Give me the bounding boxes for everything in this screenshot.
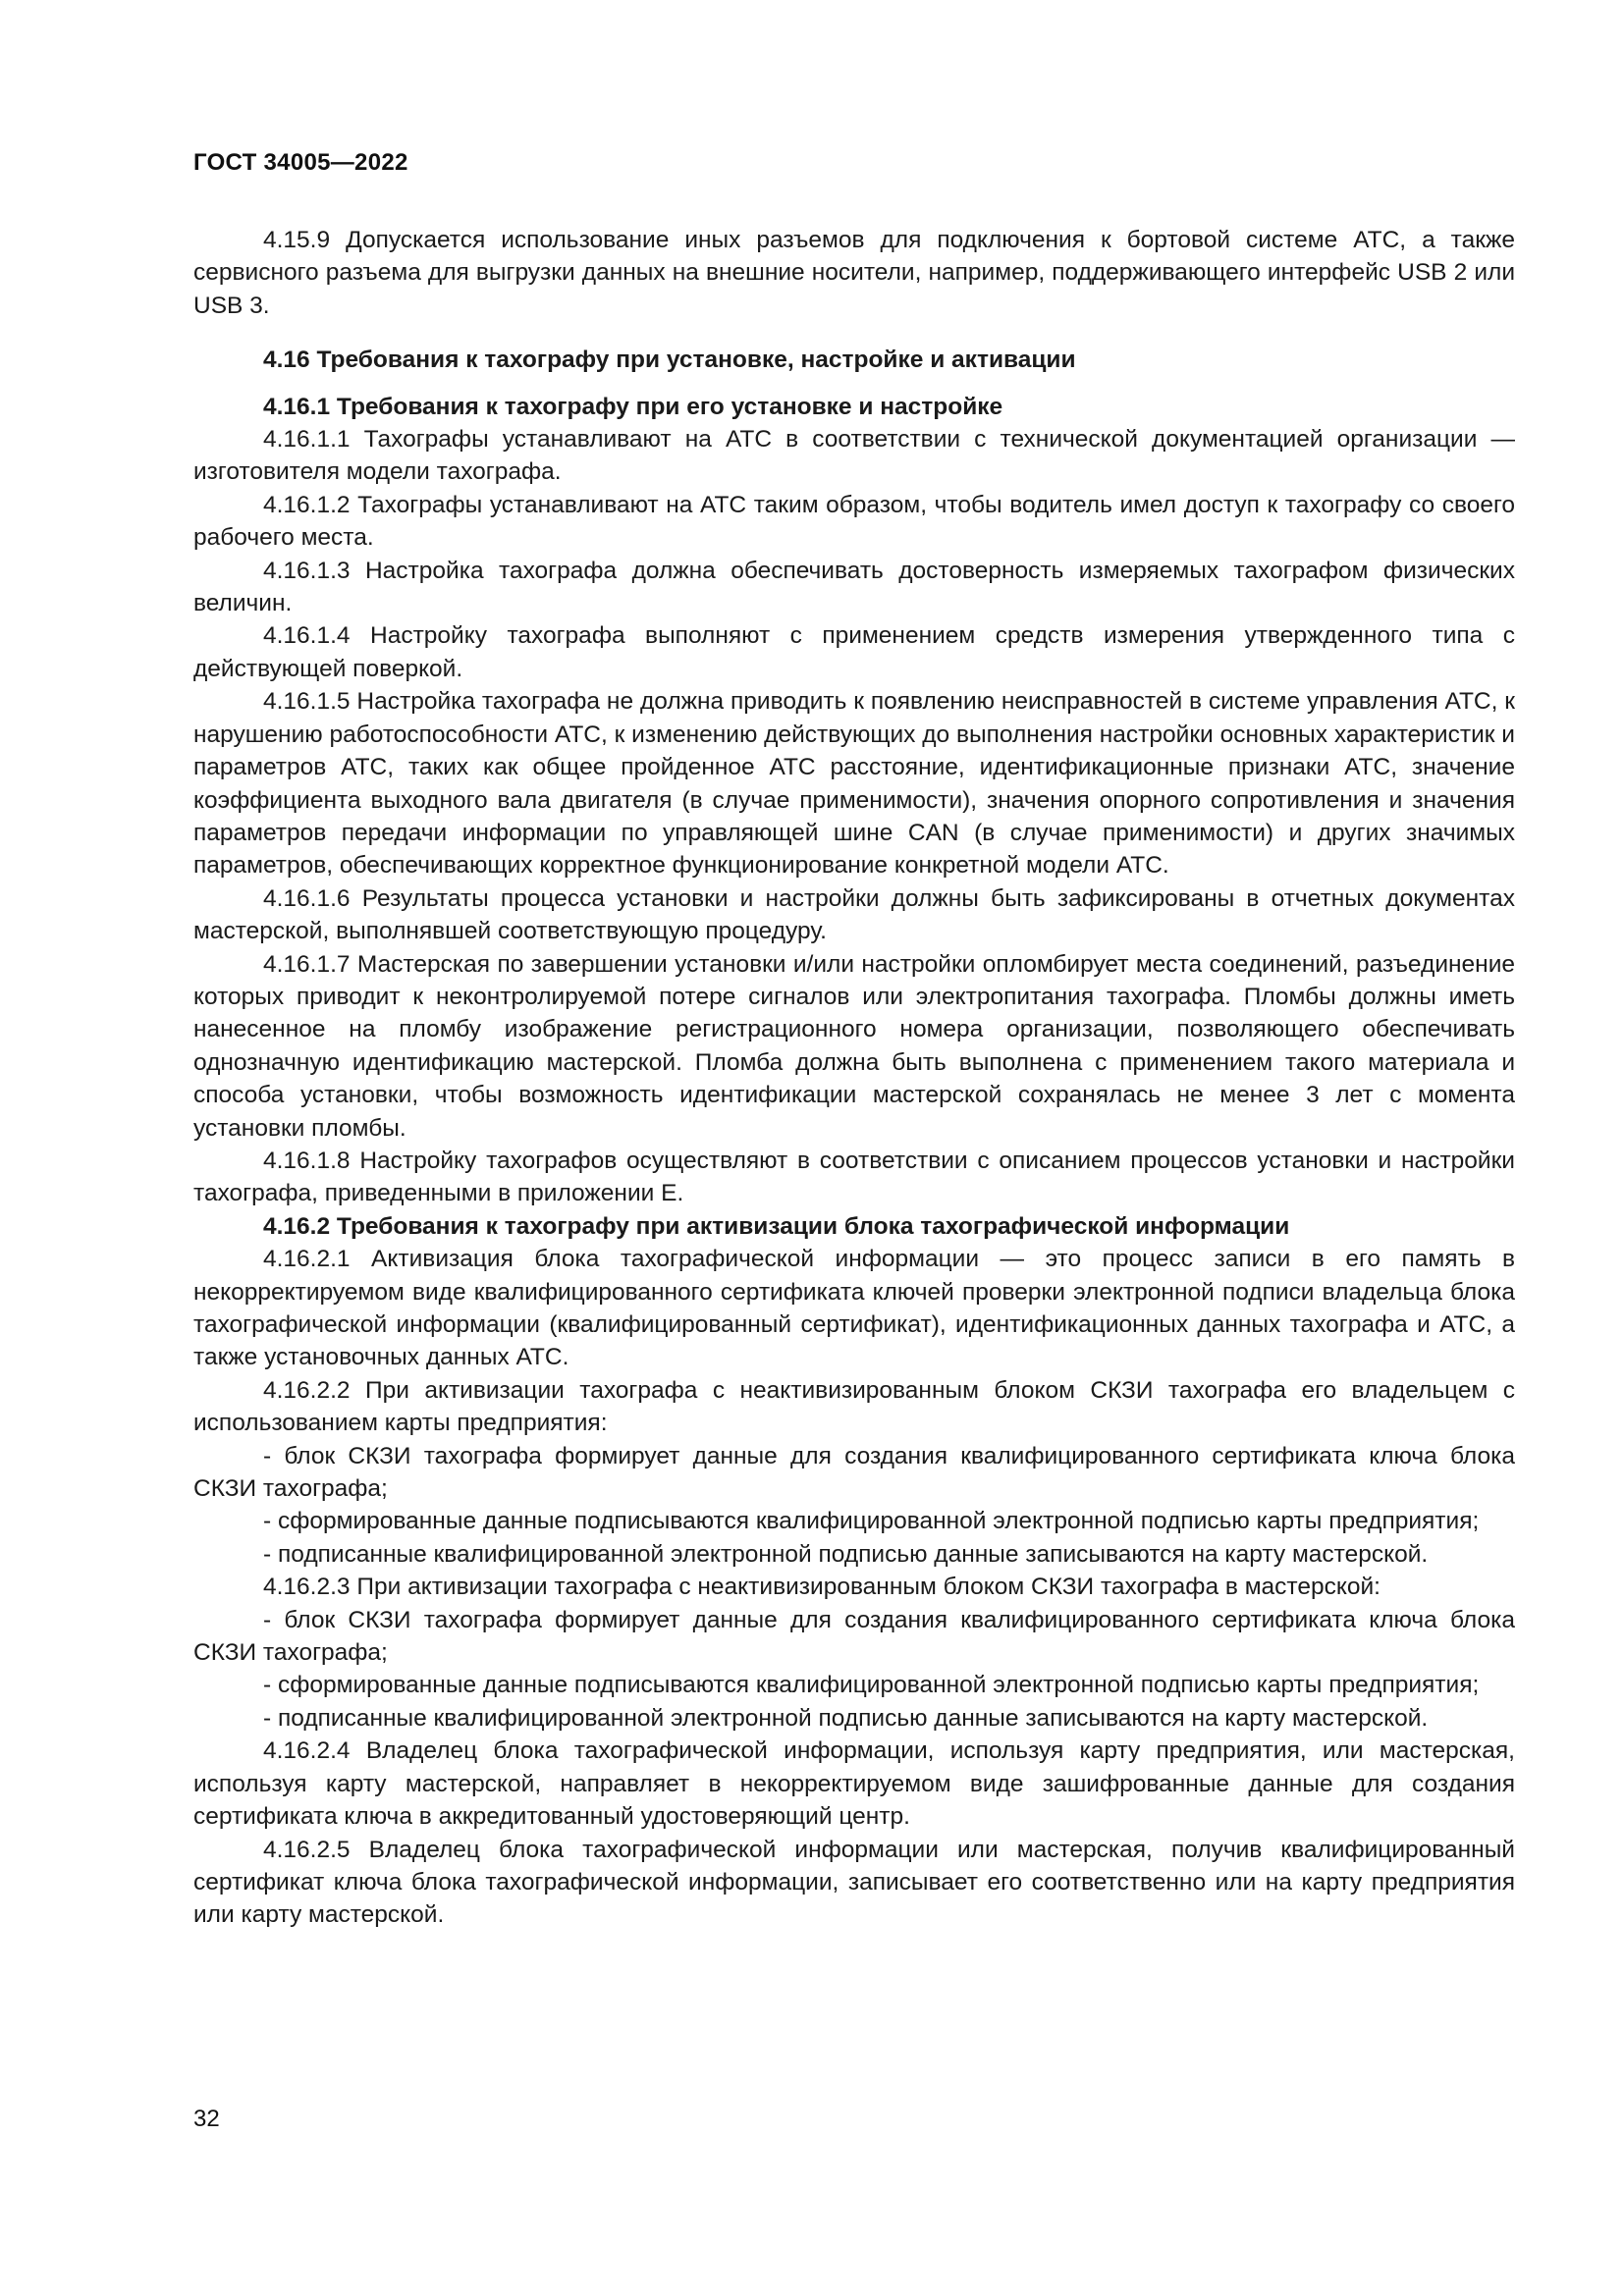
heading-4-16-1: 4.16.1 Требования к тахографу при его установке и настройке (263, 393, 1003, 420)
paragraph-4-16-1-6: 4.16.1.6 Результаты процесса установки и настройки должны быть зафиксированы в отчетных документах мастерской, выполнявшей соответствующую процедуру. (193, 884, 1515, 945)
paragraph-4-15-9: 4.15.9 Допускается использование иных разъемов для подключения к бортовой системе АТС, а также сервисного разъема для выгрузки данных на внешние носители, например, поддерживающего интерфейс USB 2 или USB 3. (193, 227, 1515, 319)
list-item-4-16-2-3-a: - блок СКЗИ тахографа формирует данные для создания квалифицированного сертификата ключа блока СКЗИ тахографа; (193, 1606, 1515, 1667)
list-item-4-16-2-2-c: - подписанные квалифицированной электронной подписью данные записываются на карту мастерской. (263, 1540, 1429, 1568)
paragraph-4-16-1-3: 4.16.1.3 Настройка тахографа должна обеспечивать достоверность измеряемых тахографом физических величин. (193, 557, 1515, 617)
document-header: ГОСТ 34005—2022 (193, 149, 408, 176)
paragraph-4-16-1-7: 4.16.1.7 Мастерская по завершении установки и/или настройки опломбирует места соединений, разъединение которых приводит к неконтролируемой потере сигналов или электропитания тахографа. Пломбы должны иметь нанесенное на пломбу изображение регистрационного номера организации, позволяющего обеспечивать однозначную идентификацию мастерской. Пломба должна быть выполнена с применением такого материала и способа установки, чтобы возможность идентификации мастерской сохранялась не менее 3 лет с момента установки пломбы. (193, 950, 1515, 1142)
list-item-4-16-2-3-b: - сформированные данные подписываются квалифицированной электронной подписью карты предприятия; (263, 1672, 1480, 1699)
document-body (193, 224, 1515, 1932)
paragraph-4-16-2-1: 4.16.2.1 Активизация блока тахографической информации — это процесс записи в его память в некорректируемом виде квалифицированного сертификата ключей проверки электронной подписи владельца блока тахографической информации (квалифицированный сертификат), идентификационных данных тахографа и АТС, а также установочных данных АТС. (193, 1246, 1515, 1371)
paragraph-4-16-1-1: 4.16.1.1 Тахографы устанавливают на АТС в соответствии с технической документацией организации — изготовителя модели тахографа. (193, 426, 1515, 486)
paragraph-4-16-1-4: 4.16.1.4 Настройку тахографа выполняют с применением средств измерения утвержденного типа с действующей поверкой. (193, 622, 1515, 682)
paragraph-4-16-2-4: 4.16.2.4 Владелец блока тахографической информации, используя карту предприятия, или мастерская, используя карту мастерской, направляет в некорректируемом виде зашифрованные данные для создания сертификата ключа в аккредитованный удостоверяющий центр. (193, 1737, 1515, 1831)
list-item-4-16-2-2-b: - сформированные данные подписываются квалифицированной электронной подписью карты предприятия; (263, 1508, 1480, 1535)
list-item-4-16-2-2-a: - блок СКЗИ тахографа формирует данные для создания квалифицированного сертификата ключа блока СКЗИ тахографа; (193, 1442, 1515, 1503)
heading-4-16-2: 4.16.2 Требования к тахографу при активизации блока тахографической информации (263, 1212, 1290, 1240)
paragraph-4-16-1-8: 4.16.1.8 Настройку тахографов осуществляют в соответствии с описанием процессов установки и настройки тахографа, приведенными в приложении Е. (193, 1147, 1515, 1207)
paragraph-4-16-2-5: 4.16.2.5 Владелец блока тахографической информации или мастерская, получив квалифицированный сертификат ключа блока тахографической информации, записывает его соответственно или на карту предприятия или карту мастерской. (193, 1836, 1515, 1929)
list-item-4-16-2-3-c: - подписанные квалифицированной электронной подписью данные записываются на карту мастерской. (263, 1704, 1429, 1732)
paragraph-4-16-2-3: 4.16.2.3 При активизации тахографа с неактивизированным блоком СКЗИ тахографа в мастерской: (263, 1574, 1380, 1601)
paragraph-4-16-1-5: 4.16.1.5 Настройка тахографа не должна приводить к появлению неисправностей в системе управления АТС, к нарушению работоспособности АТС, к изменению действующих до выполнения настройки основных характеристик и параметров АТС, таких как общее пройденное АТС расстояние, идентификационные признаки АТС, значение коэффициента выходного вала двигателя (в случае применимости), значения опорного сопротивления и значения параметров передачи информации по управляющей шине CAN (в случае применимости) и других значимых параметров, обеспечивающих корректное функционирование конкретной модели АТС. (193, 688, 1515, 880)
heading-4-16: 4.16 Требования к тахографу при установке, настройке и активации (263, 347, 1076, 374)
page-number: 32 (193, 2106, 220, 2132)
paragraph-4-16-2-2: 4.16.2.2 При активизации тахографа с неактивизированным блоком СКЗИ тахографа его владельцем с использованием карты предприятия: (193, 1376, 1515, 1437)
paragraph-4-16-1-2: 4.16.1.2 Тахографы устанавливают на АТС таким образом, чтобы водитель имел доступ к тахографу со своего рабочего места. (193, 491, 1515, 552)
